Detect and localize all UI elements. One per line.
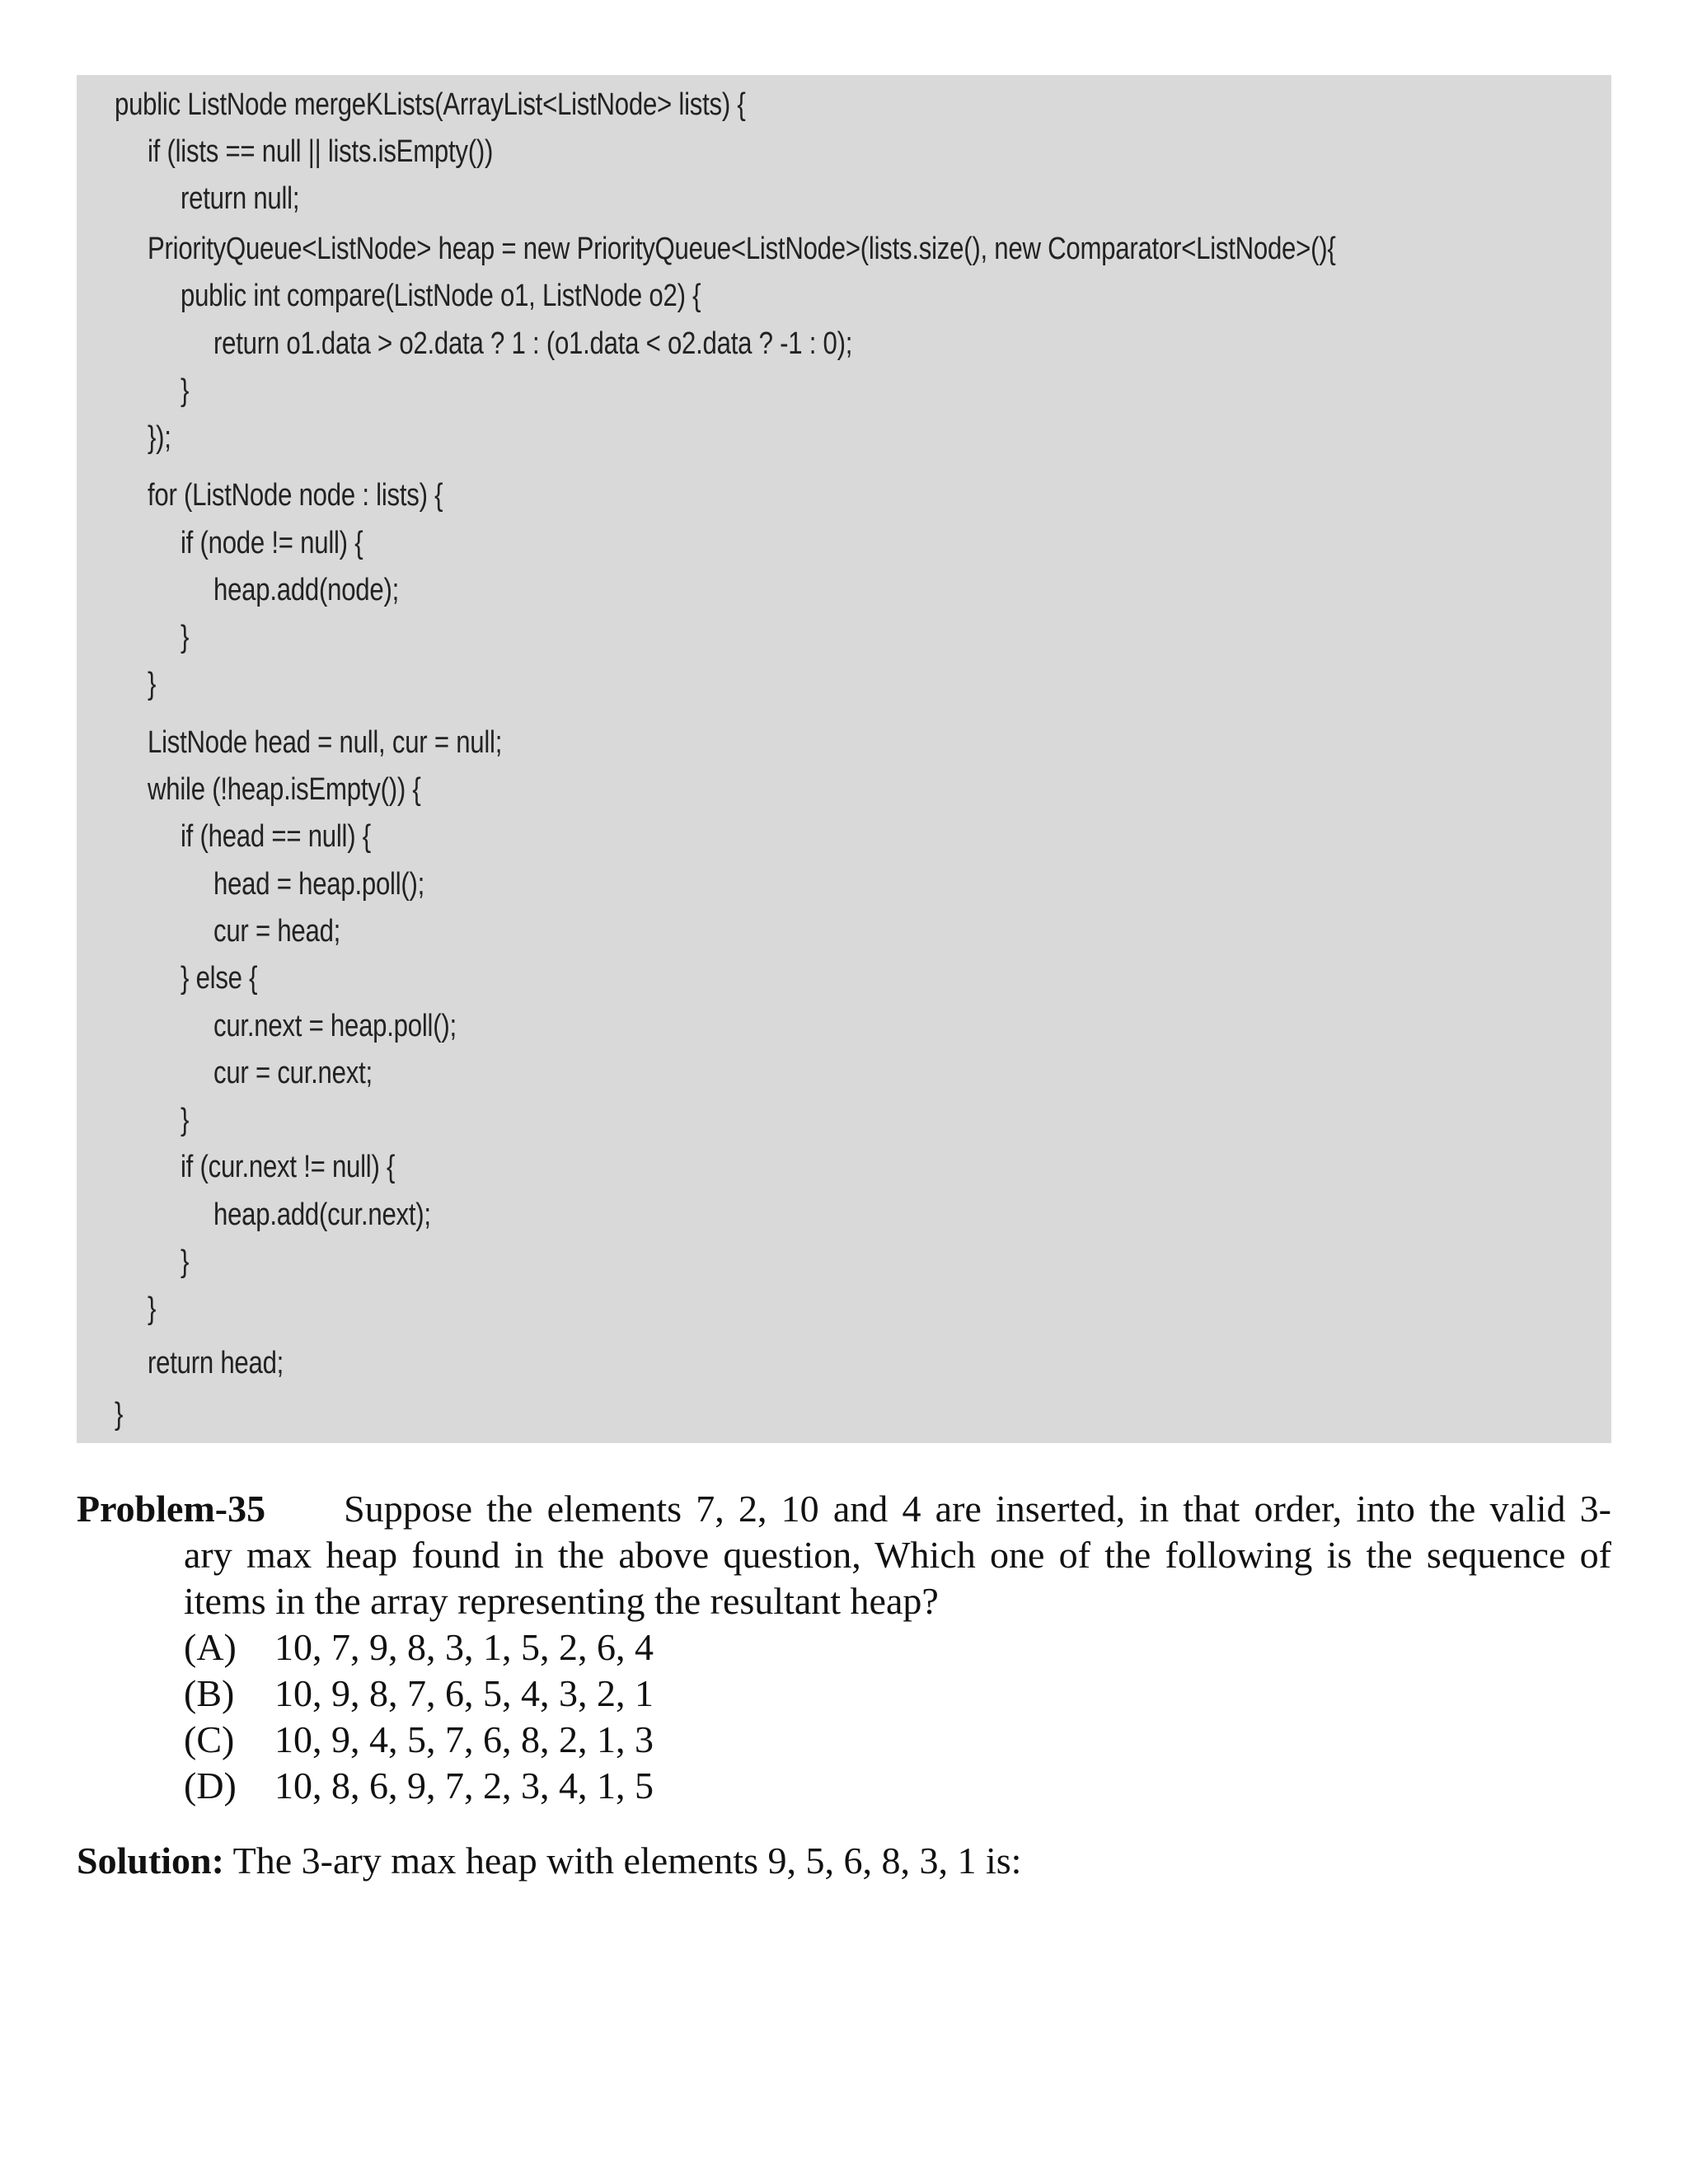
code-line: } else { (181, 961, 258, 996)
option-letter: (C) (184, 1718, 235, 1760)
code-line: heap.add(cur.next); (213, 1197, 431, 1232)
problem-text-line: ary max heap found in the above question, Which one of the following is the sequence of (184, 1534, 1611, 1576)
code-line: public ListNode mergeKLists(ArrayList<ListNode> lists) { (115, 87, 746, 122)
option-c (184, 1717, 1611, 1763)
option-letter: (D) (184, 1765, 237, 1807)
code-line: } (148, 667, 157, 701)
problem-text-line: items in the array representing the resultant heap? (184, 1580, 939, 1622)
option-text: 10, 8, 6, 9, 7, 2, 3, 4, 1, 5 (274, 1765, 654, 1807)
problem-block (77, 1486, 1611, 1809)
code-line: ListNode head = null, cur = null; (148, 725, 503, 760)
code-block (77, 75, 1611, 1443)
code-line: for (ListNode node : lists) { (148, 478, 443, 513)
option-letter: (A) (184, 1626, 237, 1668)
code-line: while (!heap.isEmpty()) { (148, 772, 421, 807)
code-line: return o1.data > o2.data ? 1 : (o1.data < o2.data ? -1 : 0); (213, 326, 853, 361)
option-text: 10, 9, 4, 5, 7, 6, 8, 2, 1, 3 (274, 1718, 654, 1760)
code-line: if (node != null) { (181, 526, 363, 560)
code-line: } (115, 1397, 124, 1432)
code-line: cur = cur.next; (213, 1056, 373, 1090)
code-line: } (181, 1103, 190, 1137)
problem-label: Problem-35 (77, 1488, 266, 1530)
code-line: }); (148, 420, 171, 455)
code-line: cur.next = heap.poll(); (213, 1009, 457, 1043)
code-line: head = heap.poll(); (213, 867, 425, 902)
code-line: if (head == null) { (181, 819, 371, 854)
code-line: heap.add(node); (213, 573, 400, 607)
option-d (184, 1763, 1611, 1809)
code-line: cur = head; (213, 914, 341, 949)
code-line: public int compare(ListNode o1, ListNode o2) { (181, 279, 701, 313)
solution-line (77, 1838, 1021, 1884)
code-line: if (cur.next != null) { (181, 1150, 396, 1184)
code-line: return head; (148, 1346, 284, 1380)
option-b (184, 1671, 1611, 1717)
code-line: } (181, 1244, 190, 1279)
solution-label: Solution: (77, 1840, 224, 1882)
solution-text: The 3-ary max heap with elements 9, 5, 6, 8, 3, 1 is: (232, 1840, 1022, 1882)
option-text: 10, 9, 8, 7, 6, 5, 4, 3, 2, 1 (274, 1672, 654, 1714)
code-line: } (181, 373, 190, 408)
code-line: PriorityQueue<ListNode> heap = new PriorityQueue<ListNode>(lists.size(), new Comparator<ListNode>(){ (148, 232, 1336, 266)
option-letter: (B) (184, 1672, 235, 1714)
problem-text-line: Suppose the elements 7, 2, 10 and 4 are inserted, in that order, into the valid 3- (344, 1488, 1611, 1530)
code-line: if (lists == null || lists.isEmpty()) (148, 134, 494, 169)
code-line: } (148, 1291, 157, 1326)
options-list (184, 1624, 1611, 1809)
code-line: } (181, 620, 190, 654)
option-a (184, 1624, 1611, 1671)
problem-first-line (77, 1486, 1611, 1532)
code-line: return null; (181, 181, 300, 216)
option-text: 10, 7, 9, 8, 3, 1, 5, 2, 6, 4 (274, 1626, 654, 1668)
